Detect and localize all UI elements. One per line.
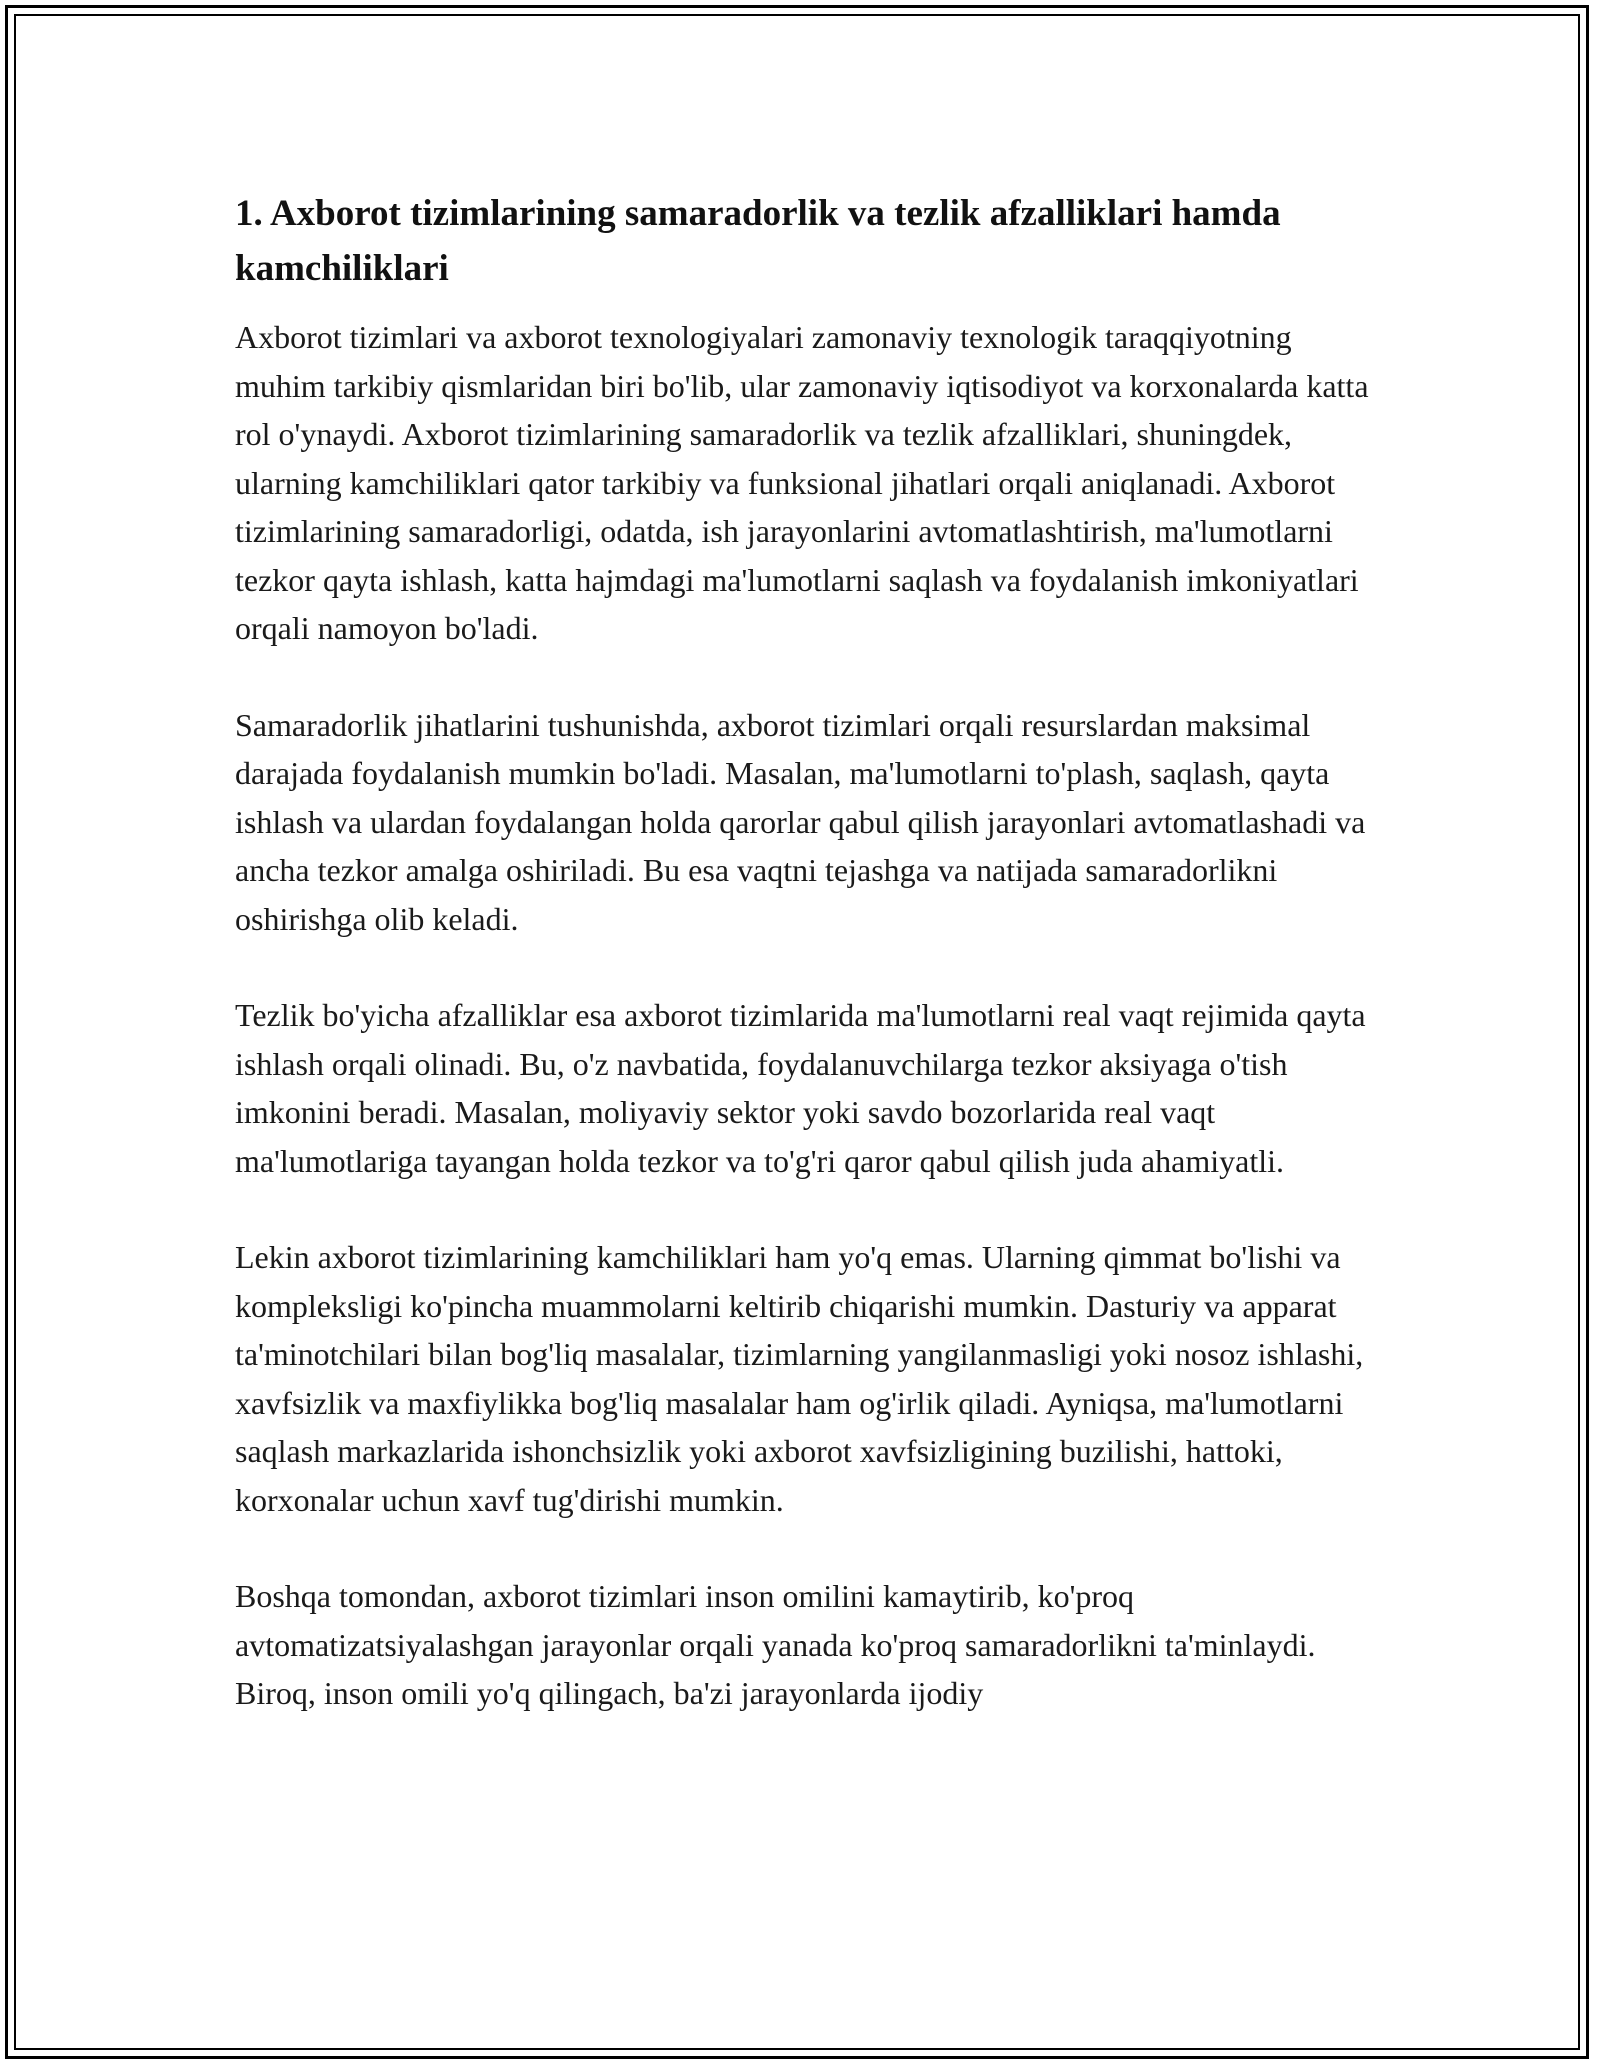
paragraph-intro: Axborot tizimlari va axborot texnologiyalari zamonaviy texnologik taraqqiyotning muhim tarkibiy qismlaridan biri bo'lib, ular zamonaviy iqtisodiyot va korxonalarda katta rol o'ynaydi. Axborot tizimlarining samaradorlik va tezlik afzalliklari, shuningdek, ularning kamchiliklari qator tarkibiy va funksional jihatlari orqali aniqlanadi. Axborot tizimlarining samaradorligi, odatda, ish jarayonlarini avtomatlashtirish, ma'lumotlarni tezkor qayta ishlash, katta hajmdagi ma'lumotlarni saqlash va foydalanish imkoniyatlari orqali namoyon bo'ladi. (235, 319, 1369, 646)
paragraph-efficiency: Samaradorlik jihatlarini tushunishda, axborot tizimlari orqali resurslardan maksimal darajada foydalanish mumkin bo'ladi. Masalan, ma'lumotlarni to'plash, saqlash, qayta ishlash va ulardan foydalangan holda qarorlar qabul qilish jarayonlari avtomatlashadi va ancha tezkor amalga oshiriladi. Bu esa vaqtni tejashga va natijada samaradorlikni oshirishga olib keladi. (235, 706, 1366, 937)
paragraph-drawbacks: Lekin axborot tizimlarining kamchiliklari ham yo'q emas. Ularning qimmat bo'lishi va kompleksligi ko'pincha muammolarni keltirib chiqarishi mumkin. Dasturiy va apparat ta'minotchilari bilan bog'liq masalalar, tizimlarning yangilanmasligi yoki nosoz ishlashi, xavfsizlik va maxfiylikka bog'liq masalalar ham og'irlik qiladi. Ayniqsa, ma'lumotlarni saqlash markazlarida ishonchsizlik yoki axborot xavfsizligining buzilishi, hattoki, korxonalar uchun xavf tug'dirishi mumkin. (235, 1239, 1364, 1518)
paragraph-human-factor: Boshqa tomondan, axborot tizimlari inson omilini kamaytirib, ko'proq avtomatizatsiyalashgan jarayonlar orqali yanada ko'proq samaradorlikni ta'minlaydi. Biroq, inson omili yo'q qilingach, ba'zi jarayonlarda ijodiy (235, 1578, 1316, 1711)
paragraph-speed: Tezlik bo'yicha afzalliklar esa axborot tizimlarida ma'lumotlarni real vaqt rejimida qayta ishlash orqali olinadi. Bu, o'z navbatida, foydalanuvchilarga tezkor aksiyaga o'tish imkonini beradi. Masalan, moliyaviy sektor yoki savdo bozorlarida real vaqt ma'lumotlariga tayangan holda tezkor va to'g'ri qaror qabul qilish juda ahamiyatli. (235, 997, 1366, 1179)
section-heading: 1. Axborot tizimlarining samaradorlik va tezlik afzalliklari hamda kamchiliklari (235, 193, 1281, 289)
document-body (235, 186, 1385, 1766)
